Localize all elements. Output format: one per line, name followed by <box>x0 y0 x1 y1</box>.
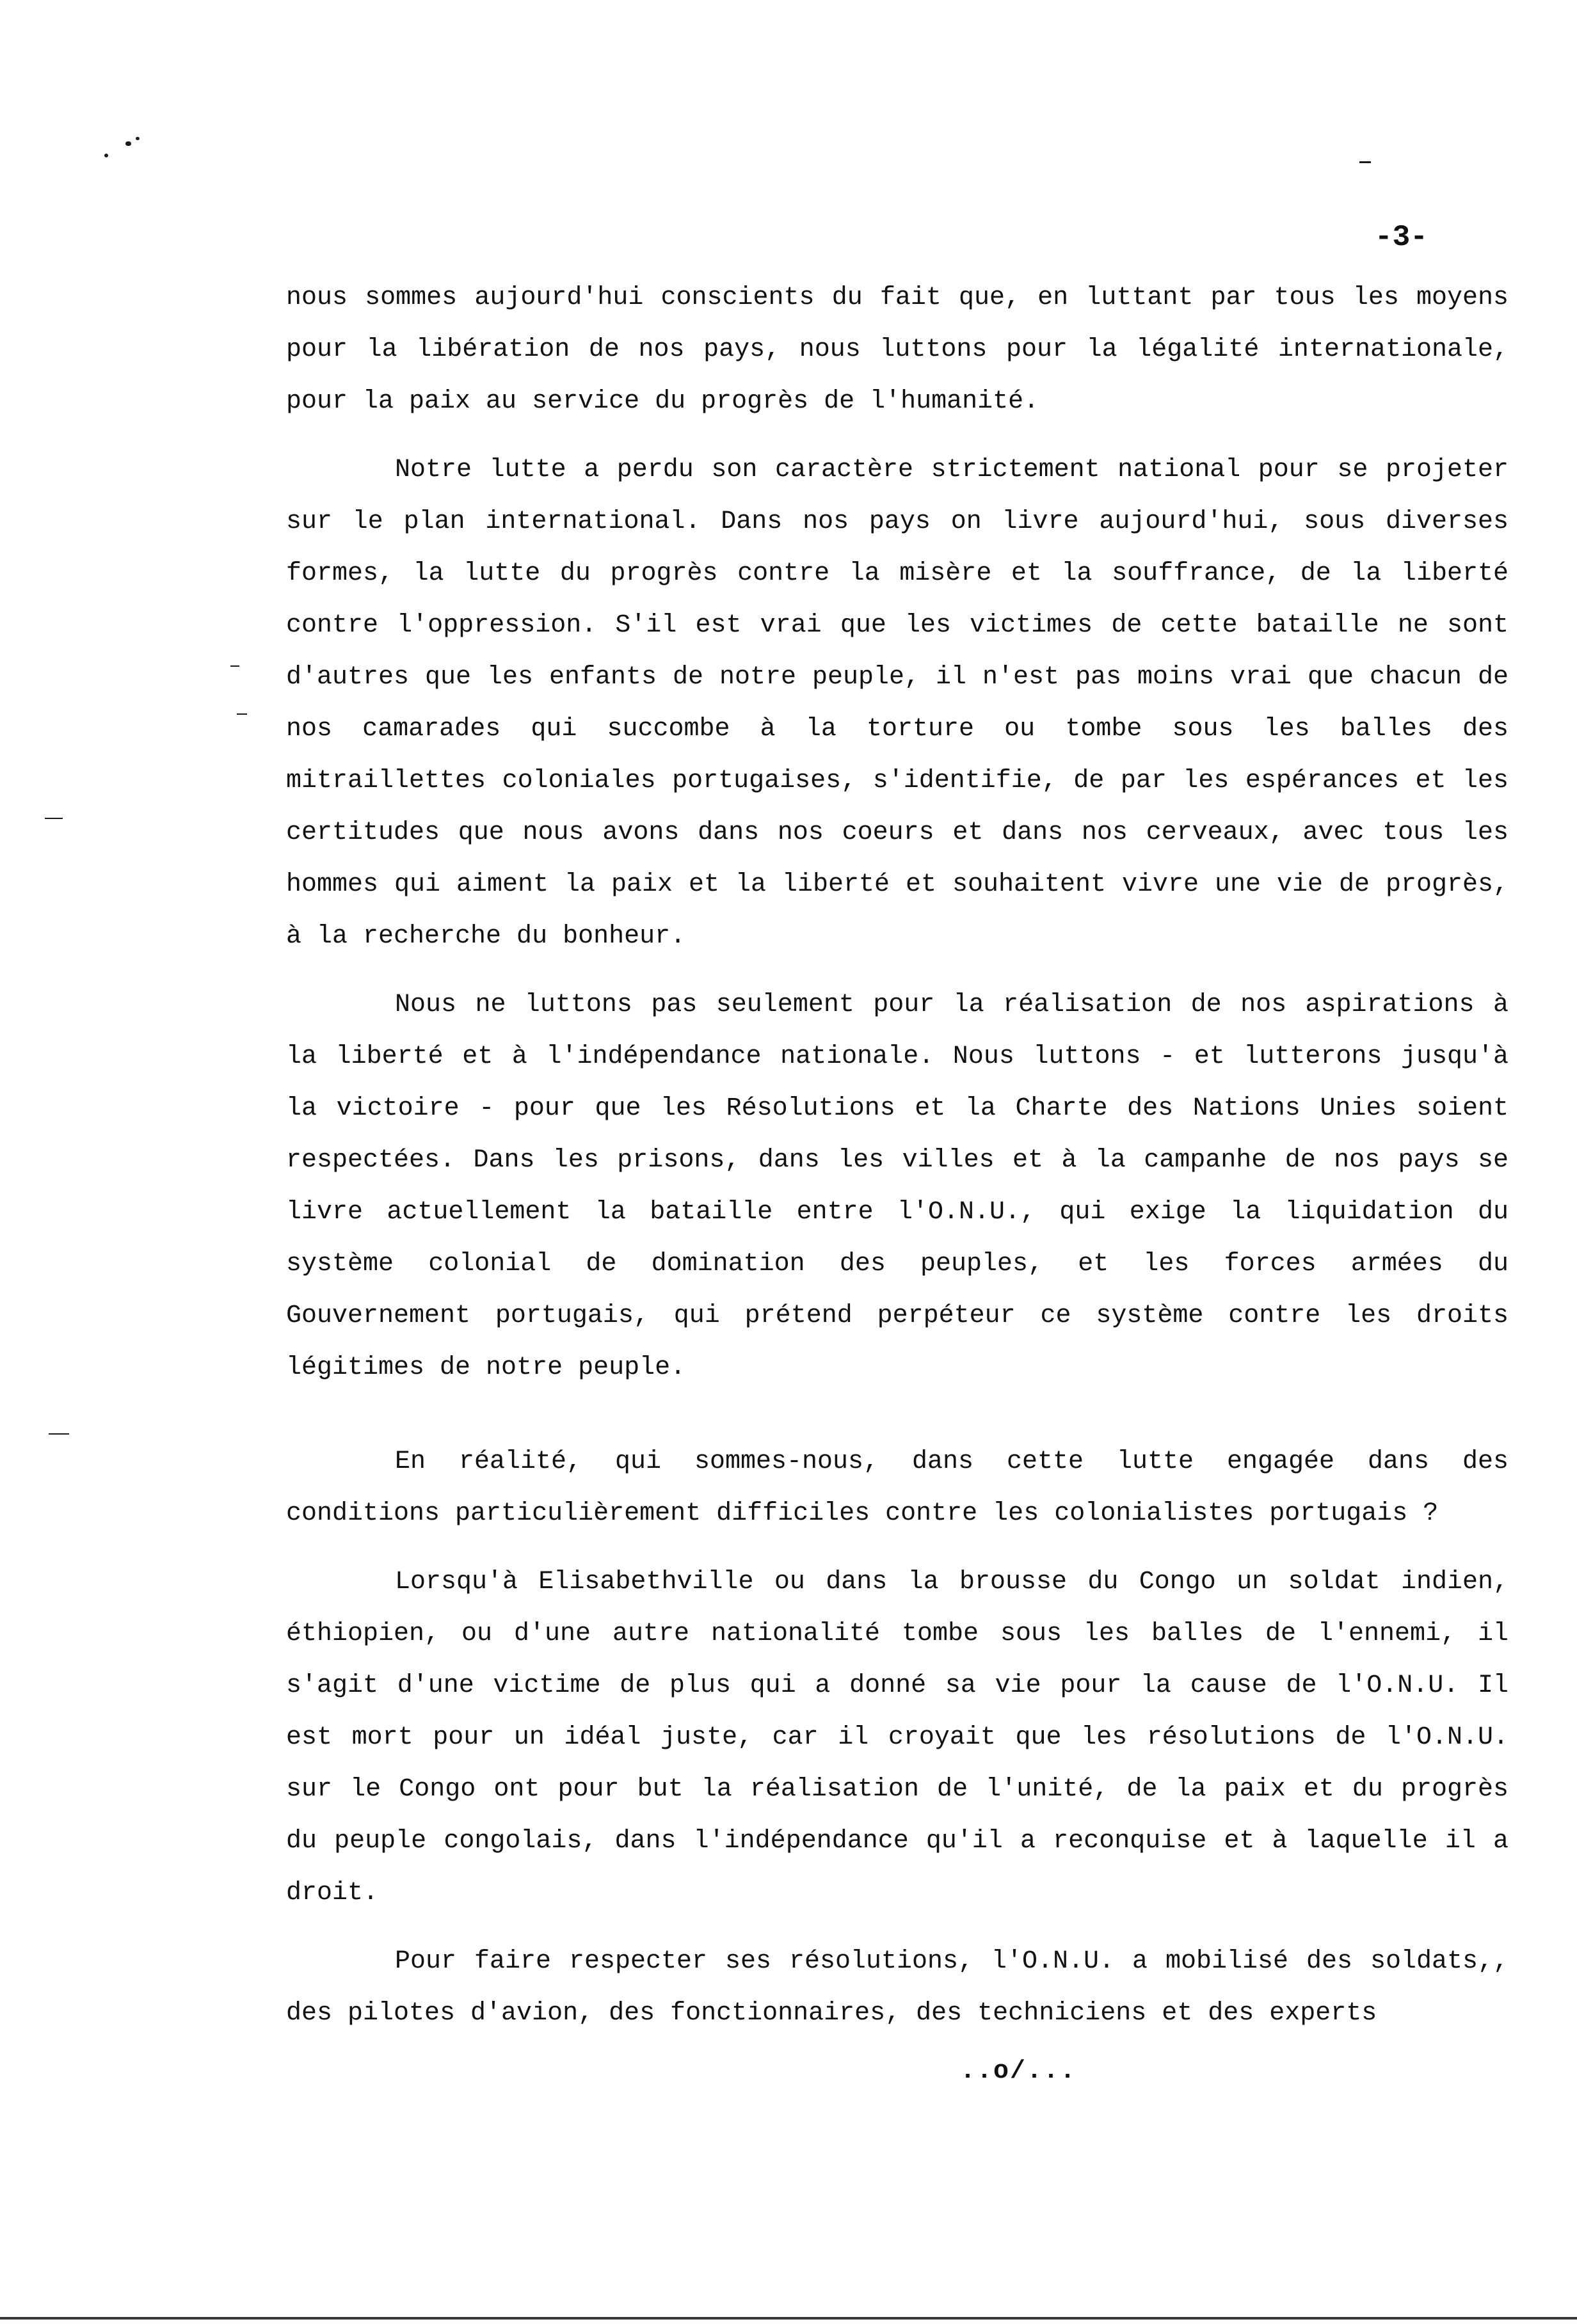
paragraph: nous sommes aujourd'hui conscients du fait que, en luttant par tous les moyens pour la libération de nos pays, nous luttons pour la légalité internationale, pour la paix au service du progrès de l'humanité. <box>286 283 1509 416</box>
scan-speck <box>45 818 63 819</box>
body-text <box>286 272 1509 2039</box>
paragraph: En réalité, qui sommes-nous, dans cette lutte engagée dans des conditions particulièrement difficiles contre les colonialistes portugais ? <box>286 1447 1509 1528</box>
scan-speck <box>230 665 239 667</box>
scan-speck <box>237 713 247 715</box>
scan-speck <box>1359 161 1371 163</box>
scan-speck <box>125 141 131 146</box>
continuation-mark: ..o/... <box>960 2057 1077 2086</box>
scan-edge-line <box>0 2317 1577 2320</box>
scan-speck <box>136 137 140 140</box>
paragraph: Nous ne luttons pas seulement pour la réalisation de nos aspirations à la liberté et à l'indépendance nationale. Nous luttons - et lutterons jusqu'à la victoire - pour que les Résolutions et la Charte des Nations Unies soient respectées. Dans les prisons, dans les villes et à la campanhe de nos pays se livre actuellement la bataille entre l'O.N.U., qui exige la liquidation du système colonial de domination des peuples, et les forces armées du Gouvernement portugais, qui prétend perpéteur ce système contre les droits légitimes de notre peuple. <box>286 991 1509 1382</box>
paragraph: Notre lutte a perdu son caractère strictement national pour se projeter sur le plan international. Dans nos pays on livre aujourd'hui, sous diverses formes, la lutte du progrès contre la misère et la souffrance, de la liberté contre l'oppression. S'il est vrai que les victimes de cette bataille ne sont d'autres que les enfants de notre peuple, il n'est pas moins vrai que chacun de nos camarades qui succombe à la torture ou tombe sous les balles des mitraillettes coloniales portugaises, s'identifie, de par les espérances et les certitudes que nous avons dans nos coeurs et dans nos cerveaux, avec tous les hommes qui aiment la paix et la liberté et souhaitent vivre une vie de progrès, à la recherche du bonheur. <box>286 456 1509 951</box>
scan-speck <box>49 1433 69 1435</box>
scan-speck <box>104 154 108 157</box>
page-number: -3- <box>1375 221 1428 254</box>
paragraph: Pour faire respecter ses résolutions, l'O.N.U. a mobilisé des soldats,, des pilotes d'avion, des fonctionnaires, des techniciens et des experts <box>286 1947 1509 2028</box>
paragraph: Lorsqu'à Elisabethville ou dans la brousse du Congo un soldat indien, éthiopien, ou d'une autre nationalité tombe sous les balles de l'ennemi, il s'agit d'une victime de plus qui a donné sa vie pour la cause de l'O.N.U. Il est mort pour un idéal juste, car il croyait que les résolutions de l'O.N.U. sur le Congo ont pour but la réalisation de l'unité, de la paix et du progrès du peuple congolais, dans l'indépendance qu'il a reconquise et à laquelle il a droit. <box>286 1568 1509 1907</box>
